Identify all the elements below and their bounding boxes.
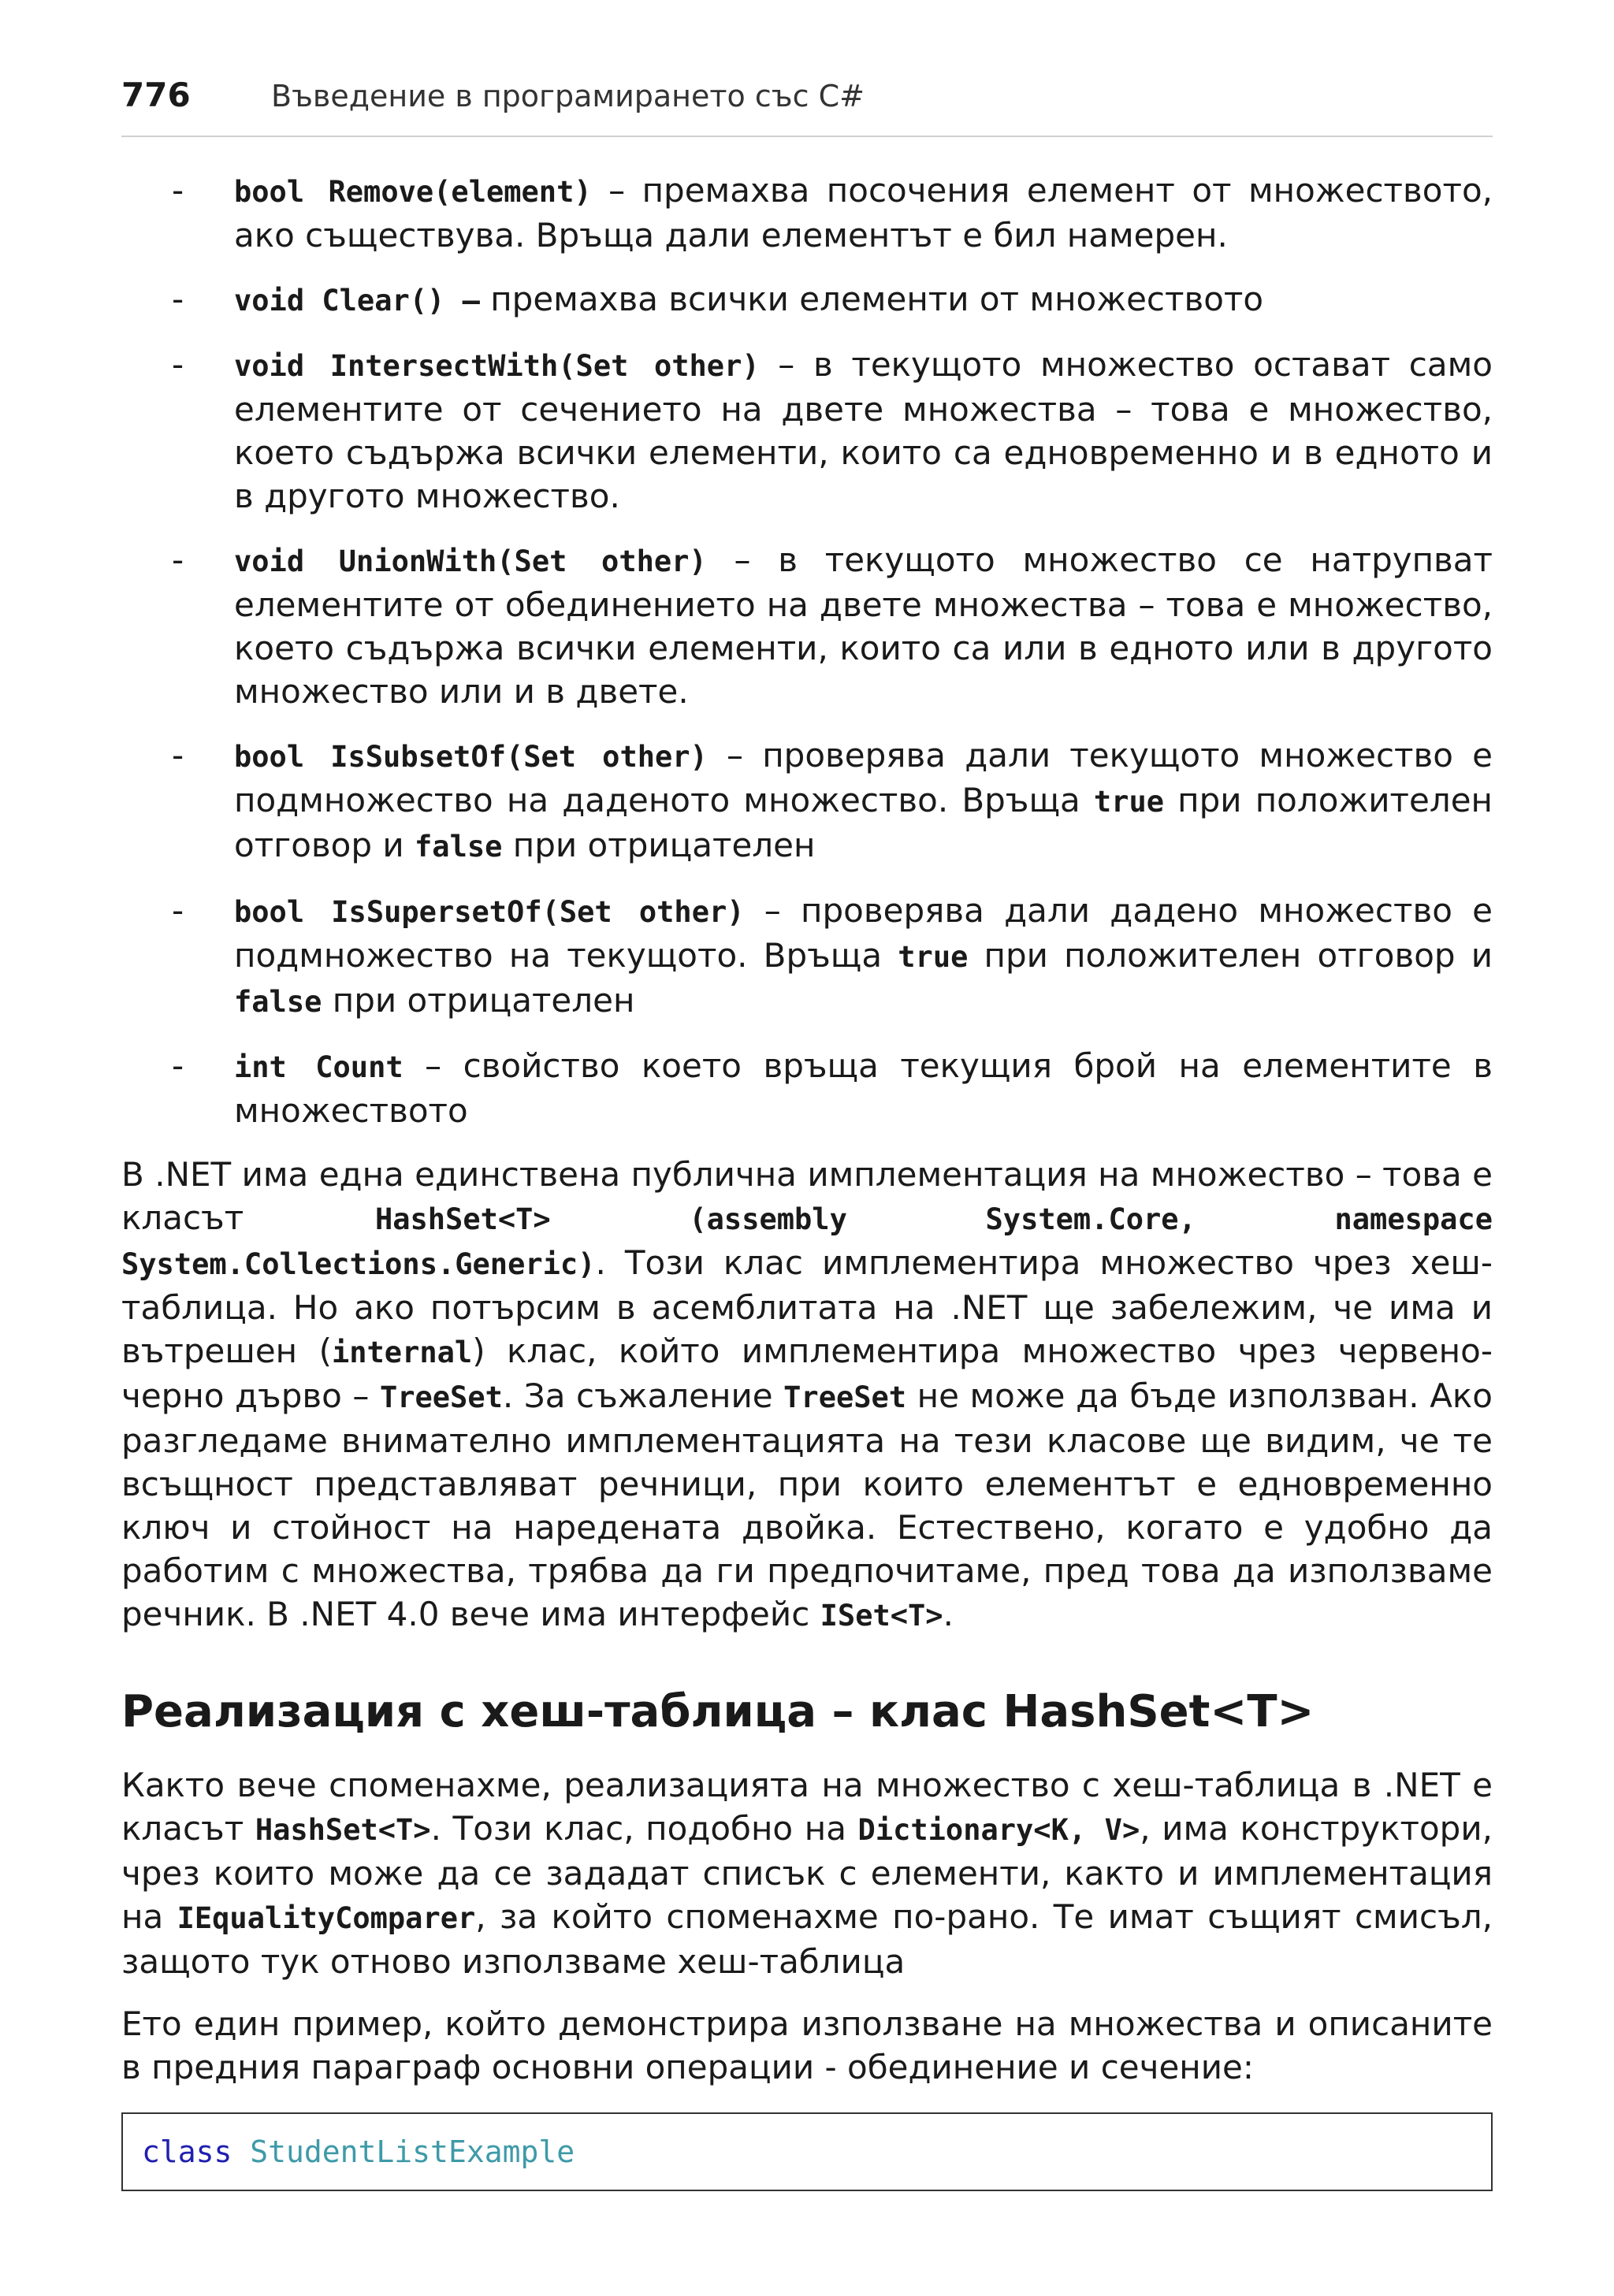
- method-description: при положителен отговор и: [234, 781, 1493, 864]
- inline-code: false: [415, 830, 503, 864]
- list-dash: -: [172, 736, 184, 775]
- method-signature: bool Remove(element): [234, 175, 592, 209]
- page-number: 776: [121, 76, 191, 114]
- book-title: Въведение в програмирането със C#: [271, 79, 865, 113]
- text-run: .: [943, 1595, 954, 1633]
- text-run: . Този клас имплементира множество чрез хеш-таблица. Но ако потърсим в асемблитата на .NET ще забележим, че има и вътрешен (: [121, 1243, 1493, 1370]
- list-item: [121, 1044, 1493, 1132]
- list-item: [121, 889, 1493, 1024]
- paragraph-hashset: [121, 1763, 1493, 1983]
- method-description: – премахва посочения елемент от множеството, ако съществува. Връща дали елементът е бил намерен.: [234, 171, 1493, 254]
- text-run: . Този клас, подобно на: [430, 1809, 858, 1848]
- inline-code: Dictionary<K, V>: [857, 1813, 1140, 1847]
- inline-code: true: [1093, 785, 1165, 819]
- list-item: [121, 277, 1493, 322]
- page: [121, 76, 1493, 2191]
- method-list: [121, 169, 1493, 1132]
- list-dash: -: [172, 345, 184, 384]
- inline-code: true: [898, 940, 969, 974]
- method-description: – в текущото множество се натрупват елементите от обединението на двете множества – това е множество, което съдържа всички елементи, които са или в едното или в другото множество или и в двете.: [234, 541, 1493, 711]
- method-signature: void UnionWith(Set other): [234, 544, 707, 578]
- text-run: В .NET има една единствена публична имплементация на множество – това е класът: [121, 1155, 1493, 1237]
- inline-code: TreeSet: [783, 1380, 907, 1414]
- text-run: Както вече споменахме, реализацията на множество с хеш-таблица в .NET е класът: [121, 1766, 1493, 1848]
- text-run: не може да бъде използван. Ако разгледаме внимателно имплементацията на тези класове ще видим, че те всъщност представляват речници, при които елементът е едновременно ключ и стойност на наредената двойка. Естествено, когато е удобно да работим с множества, трябва да ги предпочитаме, пред това да използваме речник. В .NET 4.0 вече има интерфейс: [121, 1376, 1493, 1633]
- inline-code: ISet<T>: [820, 1599, 943, 1633]
- page-header: [121, 76, 1493, 137]
- code-class-name: StudentListExample: [250, 2134, 575, 2169]
- list-item: [121, 343, 1493, 518]
- text-run: . За съжаление: [502, 1376, 784, 1415]
- list-item: [121, 169, 1493, 257]
- method-description: – в текущото множество остават само елементите от сечението на двете множества – това е множество, което съдържа всички елементи, които са едновременно и в едното и в другото множество.: [234, 345, 1493, 515]
- method-description: премахва всички елементи от множеството: [479, 280, 1264, 318]
- paragraph-set-implementations: [121, 1153, 1493, 1637]
- method-signature: void IntersectWith(Set other): [234, 349, 760, 383]
- inline-code: HashSet<T> (assembly System.Core, namespace System.Collections.Generic): [121, 1202, 1493, 1281]
- method-description: при положителен отговор и: [968, 936, 1493, 975]
- inline-code: TreeSet: [379, 1380, 503, 1414]
- list-dash: -: [172, 541, 184, 579]
- inline-code: internal: [331, 1336, 473, 1369]
- list-item: [121, 538, 1493, 713]
- list-dash: -: [172, 1046, 184, 1085]
- text-run: , има конструктори, чрез които може да се зададат списък с елементи, както и имплементация на: [121, 1809, 1493, 1936]
- method-signature: void Clear() –: [234, 284, 480, 318]
- method-description: – проверява дали дадено множество е подмножество на текущото. Връща: [234, 891, 1493, 975]
- list-dash: -: [172, 280, 184, 318]
- text-run: , за който споменахме по-рано. Те имат същият смисъл, защото тук отново използваме хеш-таблица: [121, 1897, 1493, 1981]
- method-signature: bool IsSubsetOf(Set other): [234, 740, 708, 774]
- code-listing: [121, 2112, 1493, 2191]
- code-keyword: class: [142, 2134, 232, 2169]
- inline-code: HashSet<T>: [255, 1813, 431, 1847]
- method-description: – свойство което връща текущия брой на елементите в множеството: [234, 1046, 1493, 1130]
- inline-code: IEqualityComparer: [177, 1901, 476, 1935]
- paragraph-example-intro: Ето един пример, който демонстрира използване на множества и описаните в предния параграф основни операции - обединение и сечение:: [121, 2004, 1493, 2086]
- method-signature: bool IsSupersetOf(Set other): [234, 895, 745, 929]
- inline-code: false: [234, 985, 322, 1019]
- method-signature: int Count: [234, 1050, 404, 1084]
- list-dash: -: [172, 891, 184, 930]
- list-dash: -: [172, 171, 184, 210]
- method-description: – проверява дали текущото множество е подмножество на даденото множество. Връща: [234, 736, 1493, 819]
- method-description: при отрицателен: [502, 826, 816, 864]
- method-description: при отрицателен: [322, 981, 635, 1020]
- text-run: ) клас, който имплементира множество чрез червено-черно дърво –: [121, 1332, 1493, 1415]
- section-heading: Реализация с хеш-таблица – клас HashSet<T>: [121, 1686, 1315, 1737]
- list-item: [121, 734, 1493, 868]
